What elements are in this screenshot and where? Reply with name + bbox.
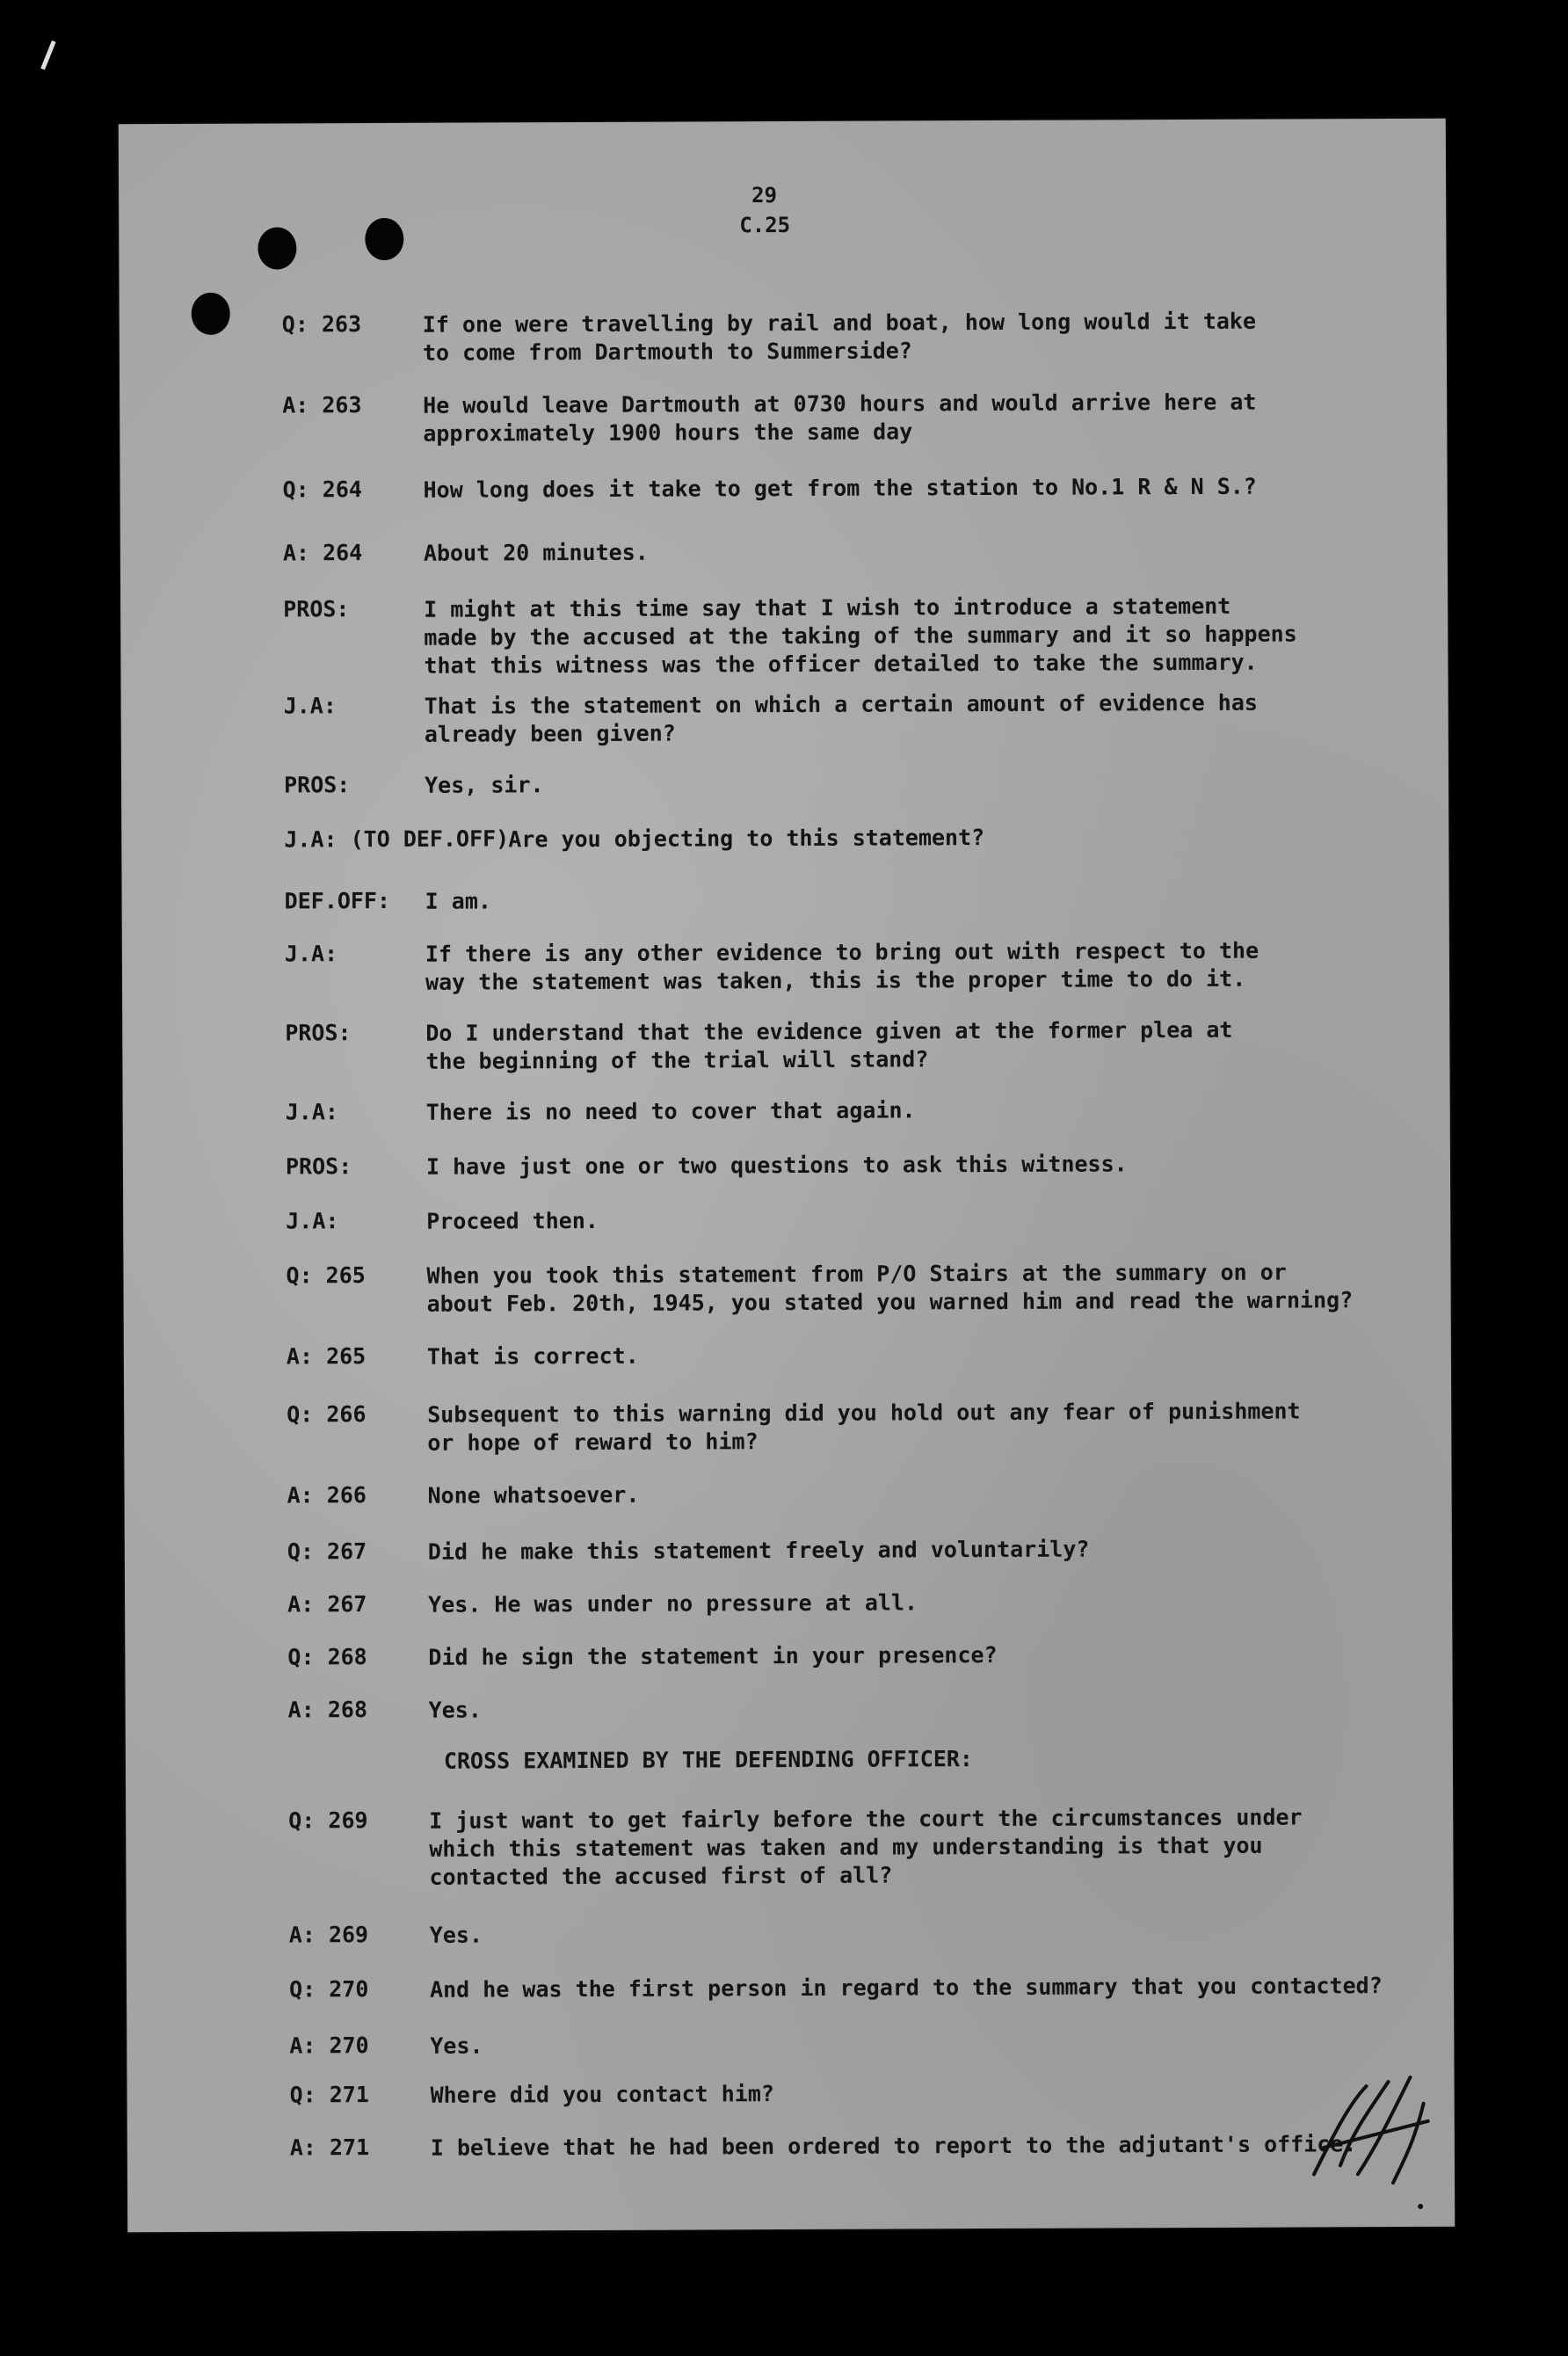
- speaker-label: A: 271: [289, 2134, 370, 2161]
- stray-mark: [40, 40, 65, 74]
- entry-text: If there is any other evidence to bring out with respect to the way the statement was taken, this is the proper time to do it.: [425, 937, 1259, 995]
- transcript-entry: [125, 1534, 1452, 1565]
- transcript: [119, 119, 1455, 2233]
- transcript-entry: [120, 388, 1447, 447]
- transcript-entry: [123, 1149, 1450, 1180]
- transcript-entry: [122, 884, 1449, 914]
- speaker-label: Q: 271: [289, 2082, 369, 2108]
- speaker-label: A: 263: [282, 392, 362, 418]
- transcript-entry: [127, 2028, 1454, 2059]
- speaker-label: A: 265: [286, 1343, 367, 1370]
- transcript-entry: [123, 1203, 1450, 1234]
- page-code: C.25: [739, 212, 791, 238]
- entry-text: If one were travelling by rail and boat, how long would it take to come from Dartmouth to Summerside?: [422, 308, 1257, 366]
- entry-text: Yes.: [430, 2032, 483, 2059]
- transcript-entry: [127, 1917, 1454, 1948]
- entry-text: Yes, sir.: [424, 772, 544, 798]
- speaker-label: Q: 265: [286, 1262, 366, 1289]
- entry-text: Did he make this statement freely and voluntarily?: [427, 1536, 1090, 1565]
- speaker-label: Q: 264: [282, 476, 362, 503]
- entry-text: And he was the first person in regard to the summary that you contacted?: [429, 1973, 1383, 2003]
- transcript-entry: [125, 1587, 1452, 1618]
- entry-text: That is the statement on which a certain amount of evidence has already been given?: [424, 689, 1258, 747]
- entry-text: About 20 minutes.: [423, 539, 649, 566]
- transcript-entry: [121, 822, 1448, 853]
- speaker-label: A: 267: [287, 1591, 367, 1618]
- document-page: [119, 119, 1455, 2233]
- entry-text: Proceed then.: [426, 1207, 599, 1234]
- transcript-entry: [127, 2130, 1455, 2161]
- speaker-label: A: 266: [287, 1482, 367, 1509]
- transcript-entry: [120, 472, 1448, 503]
- entry-text: There is no need to cover that again.: [425, 1097, 916, 1125]
- speaker-label: J.A:: [285, 1099, 338, 1125]
- speaker-label: Q: 268: [287, 1644, 367, 1670]
- entry-text: I have just one or two questions to ask this witness.: [425, 1151, 1128, 1180]
- transcript-entry: [122, 1015, 1449, 1074]
- entry-text: When you took this statement from P/O Stairs at the summary on or about Feb. 20th, 1945, you stated you warned him and read the warning?: [426, 1259, 1354, 1317]
- speaker-label: A: 270: [289, 2032, 369, 2059]
- speaker-label: PROS:: [285, 1153, 352, 1180]
- page-number: 29: [751, 183, 778, 208]
- transcript-entry: [126, 1692, 1453, 1723]
- transcript-entry: [127, 2077, 1454, 2108]
- speaker-label: Q: 267: [287, 1538, 367, 1565]
- entry-text: Where did you contact him?: [430, 2081, 774, 2108]
- speaker-label: Q: 270: [288, 1976, 369, 2003]
- entry-text: None whatsoever.: [427, 1481, 640, 1509]
- speaker-label: Q: 269: [288, 1807, 368, 1834]
- speaker-label: Q: 263: [281, 311, 362, 338]
- entry-text: Do I understand that the evidence given at the former plea at the beginning of the trial will stand?: [425, 1016, 1233, 1074]
- entry-text: He would leave Dartmouth at 0730 hours and would arrive here at approximately 1900 hours the same day: [423, 389, 1257, 447]
- transcript-entry: [122, 936, 1449, 995]
- transcript-entry: [126, 1803, 1453, 1890]
- speaker-label: A: 269: [288, 1922, 369, 1948]
- transcript-entry: [125, 1478, 1452, 1509]
- transcript-entry: [120, 535, 1448, 566]
- transcript-entry: [125, 1640, 1452, 1670]
- entry-text: Subsequent to this warning did you hold out any fear of punishment or hope of reward to him?: [427, 1398, 1301, 1456]
- entry-text: Are you objecting to this statement?: [508, 825, 985, 853]
- speaker-label: PROS:: [285, 1020, 352, 1046]
- handwritten-initials: [1304, 2069, 1437, 2192]
- entry-text: Yes.: [429, 1922, 483, 1948]
- ink-dot: [1418, 2204, 1423, 2209]
- transcript-entry: [121, 688, 1448, 747]
- transcript-entry: [123, 1094, 1450, 1125]
- entry-text: Yes.: [428, 1697, 482, 1723]
- speaker-label: A: 264: [282, 540, 363, 566]
- speaker-label: J.A:: [284, 941, 338, 967]
- speaker-label: J.A:: [283, 693, 337, 719]
- speaker-label: J.A: (TO DEF.OFF): [284, 825, 510, 853]
- speaker-label: A: 268: [287, 1697, 368, 1723]
- cross-examination-heading: CROSS EXAMINED BY THE DEFENDING OFFICER:: [443, 1746, 974, 1774]
- entry-text: That is correct.: [426, 1342, 639, 1370]
- entry-text: I just want to get fairly before the court the circumstances under which this statement was taken and my understanding is that you contacted the accused first of all?: [429, 1804, 1303, 1890]
- entry-text: Did he sign the statement in your presence?: [428, 1641, 998, 1670]
- speaker-label: DEF.OFF:: [284, 887, 391, 914]
- transcript-entry: [121, 767, 1448, 798]
- speaker-label: J.A:: [286, 1208, 339, 1234]
- transcript-entry: [120, 592, 1448, 679]
- transcript-entry: [120, 307, 1447, 366]
- speaker-label: PROS:: [283, 772, 351, 798]
- entry-text: Yes. He was under no pressure at all.: [428, 1589, 918, 1618]
- transcript-entry: [124, 1397, 1451, 1456]
- entry-text: How long does it take to get from the station to No.1 R & N S.?: [423, 473, 1257, 503]
- transcript-entry: [127, 1972, 1454, 2003]
- transcript-entry: [124, 1339, 1451, 1370]
- section-heading: [126, 1743, 1453, 1774]
- transcript-entry: [123, 1258, 1450, 1317]
- speaker-label: Q: 266: [287, 1401, 367, 1428]
- entry-text: I am.: [425, 888, 491, 914]
- entry-text: I might at this time say that I wish to introduce a statement made by the accused at the taking of the summary and it so happens that this witness was the officer detailed to take the summary.: [424, 593, 1297, 679]
- speaker-label: PROS:: [283, 596, 350, 622]
- entry-text: I believe that he had been ordered to report to the adjutant's office.: [430, 2131, 1357, 2161]
